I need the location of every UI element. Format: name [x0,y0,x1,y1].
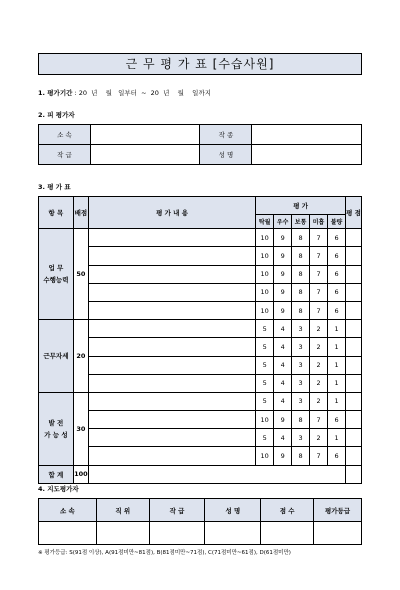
score-cell[interactable] [345,320,361,338]
rating-value[interactable]: 9 [274,229,292,247]
weight-header: 배점 [73,197,88,229]
score-cell[interactable] [345,411,361,429]
rating-value[interactable]: 4 [274,392,292,410]
appraiser-section-title: 4. 지도평가자 [38,485,79,493]
appraiser-input-row [39,522,362,545]
dept-label: 소 속 [39,125,91,145]
rating-value[interactable]: 8 [292,283,310,301]
name-field[interactable] [252,145,362,165]
rating-value[interactable]: 6 [328,411,346,429]
rating-value[interactable]: 10 [256,283,274,301]
rating-value[interactable]: 8 [292,265,310,283]
rating-value[interactable]: 3 [292,320,310,338]
appraiser-input-cell[interactable] [205,522,261,545]
total-content [88,465,345,483]
rating-value[interactable]: 2 [310,392,328,410]
name-label: 성 명 [200,145,252,165]
rating-value[interactable]: 8 [292,301,310,319]
evaluation-period-text: : 20 년 월 일부터 ~ 20 년 월 일까지 [72,89,211,97]
rating-value[interactable]: 5 [256,374,274,392]
eval-content-cell[interactable] [88,229,255,247]
rating-value[interactable]: 9 [274,301,292,319]
score-cell[interactable] [345,301,361,319]
rating-value[interactable]: 10 [256,301,274,319]
item-weight: 30 [73,392,88,465]
job-type-label: 작 종 [200,125,252,145]
rating-value[interactable]: 10 [256,447,274,465]
score-cell[interactable] [345,392,361,410]
rank-label: 작 급 [39,145,91,165]
rating-value[interactable]: 5 [256,429,274,447]
evaluation-period-label: 1. 평가기간 [38,89,73,97]
rating-value[interactable]: 3 [292,374,310,392]
rating-value[interactable]: 7 [310,301,328,319]
eval-content-cell[interactable] [88,283,255,301]
eval-content-cell[interactable] [88,411,255,429]
eval-row [39,320,362,338]
dept-field[interactable] [90,125,200,145]
rating-value[interactable]: 10 [256,247,274,265]
grade-header: 미흡 [310,215,328,229]
eval-row [39,229,362,247]
rating-value[interactable]: 10 [256,411,274,429]
eval-content-cell[interactable] [88,374,255,392]
rating-value[interactable]: 8 [292,229,310,247]
rating-value[interactable]: 4 [274,429,292,447]
score-cell[interactable] [345,356,361,374]
rating-value[interactable]: 8 [292,447,310,465]
rating-value[interactable]: 3 [292,356,310,374]
appraiser-table [38,498,362,545]
rating-value[interactable]: 9 [274,265,292,283]
eval-row [39,392,362,410]
item-label: 근무자세 [39,320,74,393]
rating-value[interactable]: 2 [310,429,328,447]
rating-value[interactable]: 9 [274,283,292,301]
job-type-field[interactable] [252,125,362,145]
rating-value[interactable]: 1 [328,374,346,392]
rating-value[interactable]: 1 [328,320,346,338]
eval-content-cell[interactable] [88,356,255,374]
grade-header: 탁월 [256,215,274,229]
rating-value[interactable]: 2 [310,320,328,338]
appraiser-input-cell[interactable] [39,522,97,545]
rating-value[interactable]: 3 [292,392,310,410]
appraiser-input-cell[interactable] [314,522,362,545]
rating-value[interactable]: 5 [256,320,274,338]
eval-content-cell[interactable] [88,429,255,447]
rating-value[interactable]: 3 [292,429,310,447]
score-cell[interactable] [345,229,361,247]
evaluation-section-title: 3. 평 가 표 [38,183,71,191]
rating-value[interactable]: 6 [328,265,346,283]
evaluation-table [38,196,362,484]
eval-content-cell[interactable] [88,301,255,319]
score-cell[interactable] [345,447,361,465]
rating-value[interactable]: 3 [292,338,310,356]
rank-field[interactable] [90,145,200,165]
total-label: 합 계 [39,465,74,483]
rating-value[interactable]: 4 [274,338,292,356]
rating-value[interactable]: 7 [310,247,328,265]
grade-header: 보통 [292,215,310,229]
rating-value[interactable]: 1 [328,392,346,410]
rating-value[interactable]: 10 [256,229,274,247]
evaluation-period [38,88,211,97]
appraiser-input-cell[interactable] [261,522,314,545]
item-label: 업 무 수행능력 [39,229,74,320]
score-cell[interactable] [345,429,361,447]
score-header: 평 점 [345,197,361,229]
grade-header: 우수 [274,215,292,229]
appraisee-table [38,124,362,165]
item-header: 항 목 [39,197,74,229]
rating-value[interactable]: 6 [328,301,346,319]
rating-value[interactable]: 8 [292,247,310,265]
rating-header: 평 가 [256,197,346,215]
score-cell[interactable] [345,265,361,283]
eval-content-cell[interactable] [88,265,255,283]
appraiser-input-cell[interactable] [149,522,205,545]
total-weight: 100 [73,465,88,483]
rating-value[interactable]: 1 [328,338,346,356]
rating-value[interactable]: 9 [274,411,292,429]
eval-header-row [39,197,362,215]
rating-value[interactable]: 7 [310,265,328,283]
rating-value[interactable]: 7 [310,229,328,247]
appraiser-header-cell: 점 수 [261,499,314,522]
appraisee-section-title: 2. 피 평가자 [38,111,75,119]
rating-value[interactable]: 4 [274,320,292,338]
eval-content-cell[interactable] [88,447,255,465]
rating-value[interactable]: 5 [256,338,274,356]
rating-value[interactable]: 7 [310,411,328,429]
rating-value[interactable]: 6 [328,283,346,301]
score-cell[interactable] [345,283,361,301]
total-score-cell[interactable] [345,465,361,483]
item-weight: 50 [73,229,88,320]
eval-content-cell[interactable] [88,392,255,410]
rating-value[interactable]: 9 [274,447,292,465]
rating-value[interactable]: 5 [256,356,274,374]
rating-value[interactable]: 7 [310,447,328,465]
content-header: 평 가 내 용 [88,197,255,229]
rating-value[interactable]: 6 [328,229,346,247]
grade-footnote: ※ 평가등급: S(91점 이상), A(91점미만~81점), B(81점미만~71점), C(71점미만~61점), D(61점미만) [38,550,291,556]
rating-value[interactable]: 2 [310,338,328,356]
score-cell[interactable] [345,374,361,392]
rating-value[interactable]: 4 [274,374,292,392]
appraiser-header-cell: 작 급 [149,499,205,522]
rating-value[interactable]: 9 [274,247,292,265]
score-cell[interactable] [345,247,361,265]
rating-value[interactable]: 8 [292,411,310,429]
appraiser-header-cell: 직 위 [96,499,149,522]
rating-value[interactable]: 6 [328,447,346,465]
appraiser-input-cell[interactable] [96,522,149,545]
appraiser-header-cell: 성 명 [205,499,261,522]
item-label: 발 전 가 능 성 [39,392,74,465]
appraiser-header-cell: 평가등급 [314,499,362,522]
rating-value[interactable]: 2 [310,374,328,392]
grade-header: 불량 [328,215,346,229]
item-weight: 20 [73,320,88,393]
rating-value[interactable]: 1 [328,429,346,447]
score-cell[interactable] [345,338,361,356]
rating-value[interactable]: 2 [310,356,328,374]
rating-value[interactable]: 6 [328,247,346,265]
rating-value[interactable]: 10 [256,265,274,283]
rating-value[interactable]: 7 [310,283,328,301]
eval-content-cell[interactable] [88,338,255,356]
form-title: 근 무 평 가 표 [수습사원] [38,53,362,75]
rating-value[interactable]: 4 [274,356,292,374]
eval-content-cell[interactable] [88,247,255,265]
appraiser-header-row [39,499,362,522]
total-row [39,465,362,483]
appraiser-header-cell: 소 속 [39,499,97,522]
eval-content-cell[interactable] [88,320,255,338]
rating-value[interactable]: 1 [328,356,346,374]
rating-value[interactable]: 5 [256,392,274,410]
